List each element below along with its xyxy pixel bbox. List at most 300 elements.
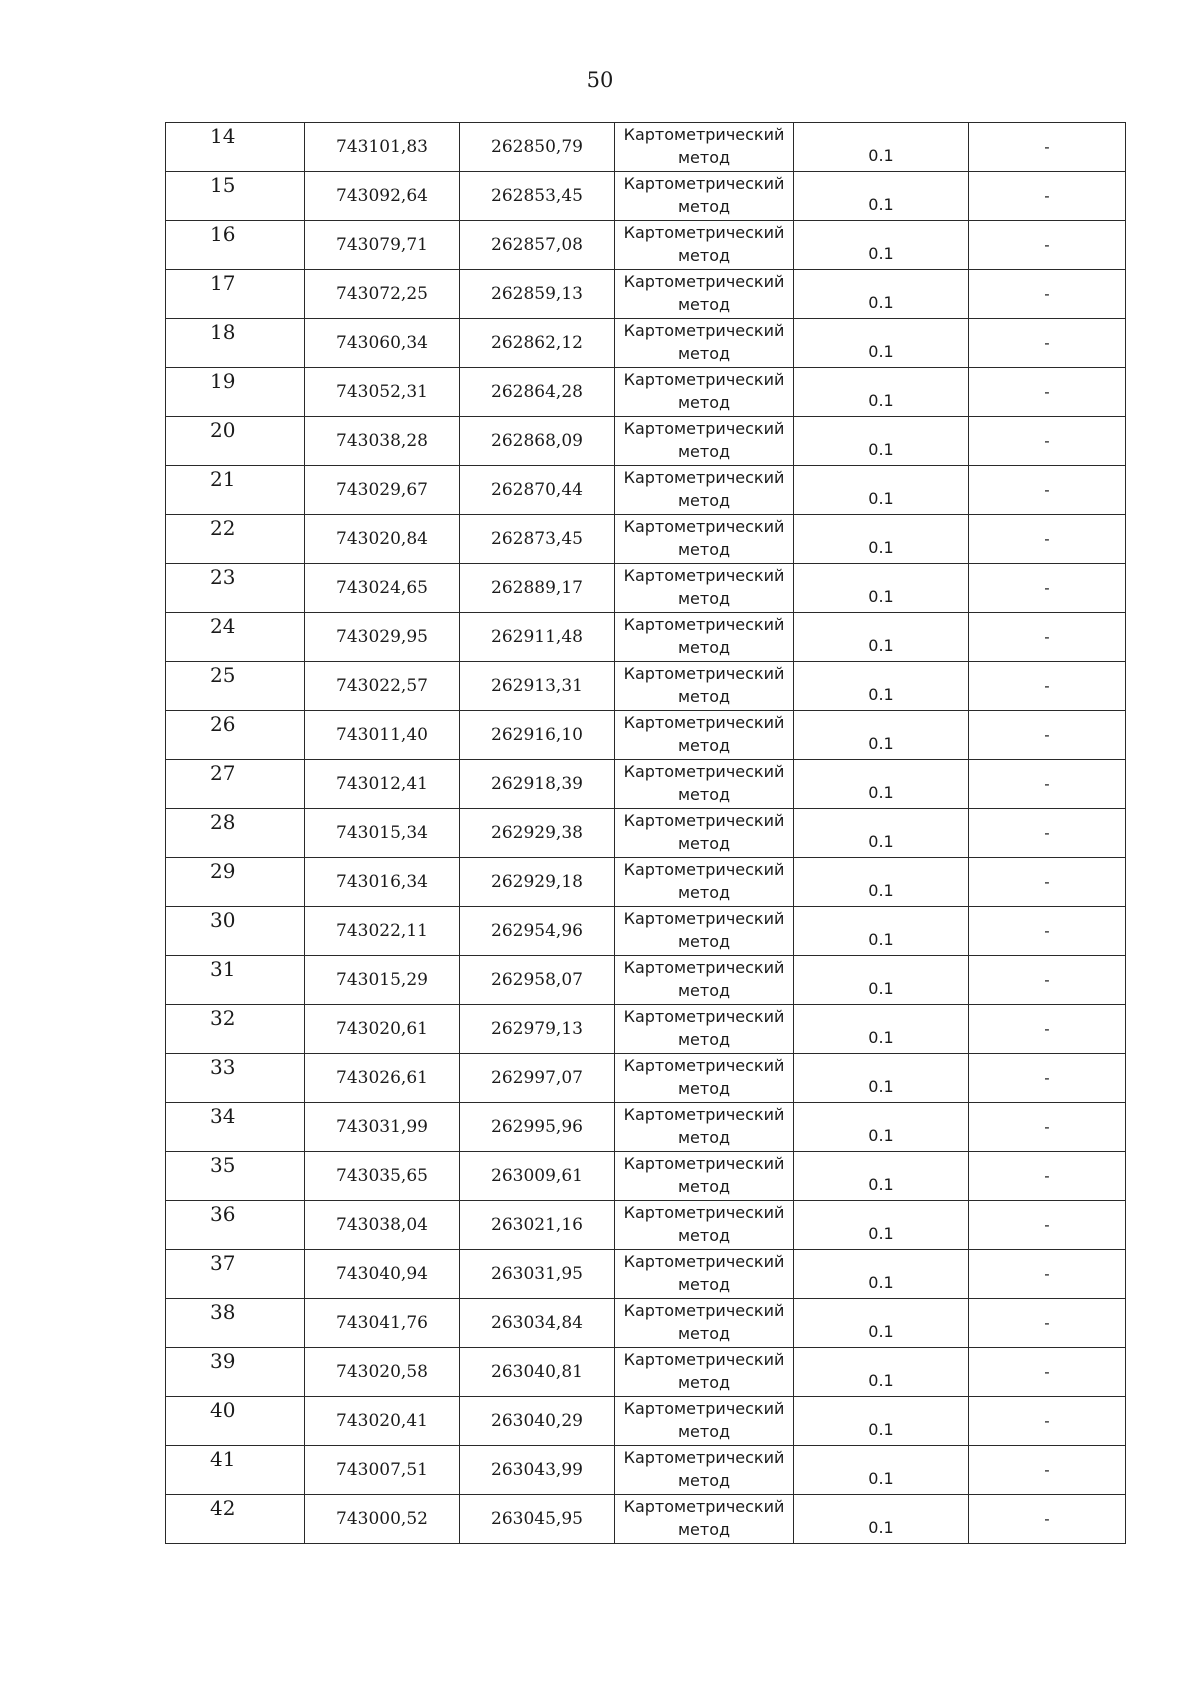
accuracy-value: 0.1 [868, 1370, 894, 1390]
y-coordinate-cell: 263045,95 [460, 1495, 615, 1544]
accuracy-value: 0.1 [868, 733, 894, 753]
point-number: 29 [210, 859, 236, 883]
y-coordinate-cell: 263031,95 [460, 1250, 615, 1299]
point-number-cell [166, 1446, 305, 1495]
table-row [166, 1250, 1126, 1299]
page-number: 50 [586, 68, 614, 92]
table-row [166, 1299, 1126, 1348]
x-coordinate-cell: 743000,52 [305, 1495, 460, 1544]
note-cell: - [969, 858, 1126, 907]
point-number-cell [166, 1299, 305, 1348]
accuracy-value: 0.1 [868, 1174, 894, 1194]
point-number-cell [166, 711, 305, 760]
point-number: 18 [210, 320, 236, 344]
table-row [166, 1348, 1126, 1397]
accuracy-value: 0.1 [868, 145, 894, 165]
point-number: 41 [210, 1447, 236, 1471]
note-cell: - [969, 1005, 1126, 1054]
method-line-2: метод [677, 1275, 731, 1294]
accuracy-cell [794, 123, 969, 172]
point-number: 25 [210, 663, 236, 687]
method-cell [615, 270, 794, 319]
method-line-2: метод [677, 1079, 731, 1098]
note-cell: - [969, 564, 1126, 613]
method-line-1: Картометрический [623, 811, 785, 830]
y-coordinate-cell: 262870,44 [460, 466, 615, 515]
point-number-cell [166, 1005, 305, 1054]
method-line-2: метод [677, 883, 731, 902]
point-number: 38 [210, 1300, 236, 1324]
method-cell [615, 564, 794, 613]
accuracy-value: 0.1 [868, 1468, 894, 1488]
point-number-cell [166, 515, 305, 564]
x-coordinate-cell: 743026,61 [305, 1054, 460, 1103]
method-line-1: Картометрический [623, 1301, 785, 1320]
point-number-cell [166, 564, 305, 613]
y-coordinate-cell: 262913,31 [460, 662, 615, 711]
method-line-1: Картометрический [623, 615, 785, 634]
accuracy-cell [794, 956, 969, 1005]
method-line-2: метод [677, 1177, 731, 1196]
accuracy-cell [794, 172, 969, 221]
accuracy-value: 0.1 [868, 684, 894, 704]
point-number: 24 [210, 614, 236, 638]
table-row [166, 1152, 1126, 1201]
note-cell: - [969, 809, 1126, 858]
x-coordinate-cell: 743024,65 [305, 564, 460, 613]
accuracy-cell [794, 1299, 969, 1348]
method-line-1: Картометрический [623, 909, 785, 928]
accuracy-cell [794, 1348, 969, 1397]
point-number: 14 [210, 124, 236, 148]
accuracy-value: 0.1 [868, 1076, 894, 1096]
x-coordinate-cell: 743041,76 [305, 1299, 460, 1348]
method-cell [615, 1103, 794, 1152]
table-row [166, 172, 1126, 221]
method-line-1: Картометрический [623, 958, 785, 977]
method-line-1: Картометрический [623, 566, 785, 585]
accuracy-cell [794, 1495, 969, 1544]
method-cell [615, 1005, 794, 1054]
method-line-1: Картометрический [623, 1007, 785, 1026]
note-cell: - [969, 711, 1126, 760]
table-row [166, 662, 1126, 711]
point-number-cell [166, 1397, 305, 1446]
point-number: 40 [210, 1398, 236, 1422]
note-cell: - [969, 613, 1126, 662]
method-cell [615, 858, 794, 907]
method-line-2: метод [677, 638, 731, 657]
method-line-2: метод [677, 687, 731, 706]
method-line-2: метод [677, 393, 731, 412]
method-line-1: Картометрический [623, 713, 785, 732]
table-row [166, 319, 1126, 368]
point-number: 17 [210, 271, 236, 295]
point-number-cell [166, 1250, 305, 1299]
point-number: 22 [210, 516, 236, 540]
point-number-cell [166, 907, 305, 956]
y-coordinate-cell: 262911,48 [460, 613, 615, 662]
y-coordinate-cell: 262868,09 [460, 417, 615, 466]
accuracy-value: 0.1 [868, 390, 894, 410]
accuracy-value: 0.1 [868, 537, 894, 557]
method-cell [615, 662, 794, 711]
y-coordinate-cell: 262979,13 [460, 1005, 615, 1054]
method-cell [615, 1348, 794, 1397]
table-row [166, 221, 1126, 270]
point-number-cell [166, 466, 305, 515]
point-number-cell [166, 858, 305, 907]
note-cell: - [969, 270, 1126, 319]
method-cell [615, 613, 794, 662]
note-cell: - [969, 1103, 1126, 1152]
x-coordinate-cell: 743015,29 [305, 956, 460, 1005]
x-coordinate-cell: 743031,99 [305, 1103, 460, 1152]
method-line-1: Картометрический [623, 1497, 785, 1516]
point-number-cell [166, 221, 305, 270]
x-coordinate-cell: 743022,11 [305, 907, 460, 956]
accuracy-cell [794, 1005, 969, 1054]
x-coordinate-cell: 743007,51 [305, 1446, 460, 1495]
accuracy-cell [794, 417, 969, 466]
point-number-cell [166, 956, 305, 1005]
point-number: 34 [210, 1104, 236, 1128]
point-number-cell [166, 1152, 305, 1201]
note-cell: - [969, 1152, 1126, 1201]
method-line-2: метод [677, 1520, 731, 1539]
point-number: 26 [210, 712, 236, 736]
method-line-1: Картометрический [623, 468, 785, 487]
x-coordinate-cell: 743092,64 [305, 172, 460, 221]
method-cell [615, 907, 794, 956]
accuracy-cell [794, 760, 969, 809]
y-coordinate-cell: 262929,38 [460, 809, 615, 858]
accuracy-value: 0.1 [868, 782, 894, 802]
note-cell: - [969, 1250, 1126, 1299]
method-line-1: Картометрический [623, 1448, 785, 1467]
point-number: 15 [210, 173, 236, 197]
method-line-1: Картометрический [623, 1203, 785, 1222]
note-cell: - [969, 956, 1126, 1005]
y-coordinate-cell: 262889,17 [460, 564, 615, 613]
table-row [166, 760, 1126, 809]
y-coordinate-cell: 262916,10 [460, 711, 615, 760]
table-row [166, 515, 1126, 564]
point-number: 36 [210, 1202, 236, 1226]
table-row [166, 809, 1126, 858]
x-coordinate-cell: 743079,71 [305, 221, 460, 270]
y-coordinate-cell: 262997,07 [460, 1054, 615, 1103]
accuracy-value: 0.1 [868, 831, 894, 851]
y-coordinate-cell: 262954,96 [460, 907, 615, 956]
method-line-1: Картометрический [623, 272, 785, 291]
x-coordinate-cell: 743052,31 [305, 368, 460, 417]
accuracy-cell [794, 1054, 969, 1103]
note-cell: - [969, 1348, 1126, 1397]
accuracy-cell [794, 319, 969, 368]
accuracy-cell [794, 466, 969, 515]
point-number-cell [166, 662, 305, 711]
accuracy-value: 0.1 [868, 880, 894, 900]
method-line-1: Картометрический [623, 125, 785, 144]
method-line-2: метод [677, 344, 731, 363]
method-line-1: Картометрический [623, 1252, 785, 1271]
table-row [166, 270, 1126, 319]
method-line-2: метод [677, 148, 731, 167]
y-coordinate-cell: 262862,12 [460, 319, 615, 368]
accuracy-value: 0.1 [868, 1272, 894, 1292]
point-number-cell [166, 123, 305, 172]
point-number-cell [166, 172, 305, 221]
method-cell [615, 711, 794, 760]
method-line-2: метод [677, 540, 731, 559]
note-cell: - [969, 662, 1126, 711]
point-number: 32 [210, 1006, 236, 1030]
point-number-cell [166, 1201, 305, 1250]
y-coordinate-cell: 262918,39 [460, 760, 615, 809]
method-line-2: метод [677, 246, 731, 265]
note-cell: - [969, 515, 1126, 564]
point-number: 31 [210, 957, 236, 981]
accuracy-cell [794, 1397, 969, 1446]
note-cell: - [969, 1299, 1126, 1348]
x-coordinate-cell: 743011,40 [305, 711, 460, 760]
method-cell [615, 1152, 794, 1201]
method-line-1: Картометрический [623, 321, 785, 340]
x-coordinate-cell: 743060,34 [305, 319, 460, 368]
x-coordinate-cell: 743020,41 [305, 1397, 460, 1446]
accuracy-cell [794, 711, 969, 760]
method-line-1: Картометрический [623, 1350, 785, 1369]
point-number: 33 [210, 1055, 236, 1079]
note-cell: - [969, 319, 1126, 368]
method-line-1: Картометрический [623, 517, 785, 536]
x-coordinate-cell: 743029,95 [305, 613, 460, 662]
accuracy-value: 0.1 [868, 341, 894, 361]
point-number: 16 [210, 222, 236, 246]
method-cell [615, 172, 794, 221]
method-line-2: метод [677, 1030, 731, 1049]
note-cell: - [969, 172, 1126, 221]
accuracy-value: 0.1 [868, 1517, 894, 1537]
method-line-2: метод [677, 295, 731, 314]
point-number: 27 [210, 761, 236, 785]
table-row [166, 1054, 1126, 1103]
table-row [166, 956, 1126, 1005]
table-row [166, 1495, 1126, 1544]
accuracy-value: 0.1 [868, 1027, 894, 1047]
point-number-cell [166, 760, 305, 809]
y-coordinate-cell: 263040,81 [460, 1348, 615, 1397]
point-number: 37 [210, 1251, 236, 1275]
y-coordinate-cell: 262864,28 [460, 368, 615, 417]
x-coordinate-cell: 743029,67 [305, 466, 460, 515]
accuracy-value: 0.1 [868, 1125, 894, 1145]
note-cell: - [969, 221, 1126, 270]
method-line-1: Картометрический [623, 370, 785, 389]
point-number-cell [166, 417, 305, 466]
method-line-1: Картометрический [623, 664, 785, 683]
x-coordinate-cell: 743020,58 [305, 1348, 460, 1397]
y-coordinate-cell: 262850,79 [460, 123, 615, 172]
method-line-1: Картометрический [623, 1056, 785, 1075]
accuracy-value: 0.1 [868, 978, 894, 998]
point-number: 42 [210, 1496, 236, 1520]
accuracy-cell [794, 1103, 969, 1152]
method-cell [615, 123, 794, 172]
method-cell [615, 319, 794, 368]
table-row [166, 907, 1126, 956]
method-cell [615, 515, 794, 564]
method-cell [615, 1397, 794, 1446]
method-line-2: метод [677, 442, 731, 461]
table-body [166, 123, 1126, 1544]
accuracy-cell [794, 662, 969, 711]
method-cell [615, 417, 794, 466]
note-cell: - [969, 907, 1126, 956]
point-number: 19 [210, 369, 236, 393]
x-coordinate-cell: 743020,61 [305, 1005, 460, 1054]
y-coordinate-cell: 263009,61 [460, 1152, 615, 1201]
accuracy-cell [794, 809, 969, 858]
accuracy-value: 0.1 [868, 586, 894, 606]
y-coordinate-cell: 262929,18 [460, 858, 615, 907]
accuracy-value: 0.1 [868, 243, 894, 263]
accuracy-value: 0.1 [868, 635, 894, 655]
accuracy-cell [794, 270, 969, 319]
x-coordinate-cell: 743101,83 [305, 123, 460, 172]
x-coordinate-cell: 743016,34 [305, 858, 460, 907]
accuracy-value: 0.1 [868, 488, 894, 508]
method-cell [615, 1299, 794, 1348]
table-row [166, 1397, 1126, 1446]
table-row [166, 417, 1126, 466]
table-row [166, 564, 1126, 613]
note-cell: - [969, 1397, 1126, 1446]
table-row [166, 1103, 1126, 1152]
accuracy-cell [794, 1446, 969, 1495]
note-cell: - [969, 123, 1126, 172]
y-coordinate-cell: 263034,84 [460, 1299, 615, 1348]
table-row [166, 1201, 1126, 1250]
accuracy-cell [794, 613, 969, 662]
y-coordinate-cell: 262859,13 [460, 270, 615, 319]
accuracy-cell [794, 1250, 969, 1299]
y-coordinate-cell: 263021,16 [460, 1201, 615, 1250]
method-cell [615, 1201, 794, 1250]
method-cell [615, 760, 794, 809]
method-line-2: метод [677, 785, 731, 804]
method-cell [615, 466, 794, 515]
accuracy-value: 0.1 [868, 929, 894, 949]
accuracy-cell [794, 368, 969, 417]
coordinates-table [165, 122, 1126, 1544]
accuracy-cell [794, 515, 969, 564]
method-line-2: метод [677, 197, 731, 216]
note-cell: - [969, 1495, 1126, 1544]
method-cell [615, 956, 794, 1005]
note-cell: - [969, 466, 1126, 515]
x-coordinate-cell: 743072,25 [305, 270, 460, 319]
point-number: 21 [210, 467, 236, 491]
note-cell: - [969, 368, 1126, 417]
note-cell: - [969, 1446, 1126, 1495]
accuracy-value: 0.1 [868, 292, 894, 312]
accuracy-value: 0.1 [868, 1419, 894, 1439]
point-number-cell [166, 270, 305, 319]
accuracy-value: 0.1 [868, 194, 894, 214]
x-coordinate-cell: 743035,65 [305, 1152, 460, 1201]
accuracy-cell [794, 564, 969, 613]
point-number-cell [166, 1054, 305, 1103]
method-line-2: метод [677, 1373, 731, 1392]
accuracy-cell [794, 858, 969, 907]
point-number-cell [166, 809, 305, 858]
point-number-cell [166, 1103, 305, 1152]
method-line-2: метод [677, 1422, 731, 1441]
y-coordinate-cell: 263040,29 [460, 1397, 615, 1446]
x-coordinate-cell: 743020,84 [305, 515, 460, 564]
note-cell: - [969, 1054, 1126, 1103]
method-line-2: метод [677, 1128, 731, 1147]
method-cell [615, 368, 794, 417]
x-coordinate-cell: 743022,57 [305, 662, 460, 711]
x-coordinate-cell: 743040,94 [305, 1250, 460, 1299]
point-number-cell [166, 368, 305, 417]
method-line-2: метод [677, 834, 731, 853]
accuracy-cell [794, 1152, 969, 1201]
accuracy-cell [794, 907, 969, 956]
point-number: 39 [210, 1349, 236, 1373]
table-row [166, 123, 1126, 172]
x-coordinate-cell: 743038,28 [305, 417, 460, 466]
table-row [166, 466, 1126, 515]
point-number-cell [166, 1495, 305, 1544]
y-coordinate-cell: 262853,45 [460, 172, 615, 221]
method-line-1: Картометрический [623, 1154, 785, 1173]
x-coordinate-cell: 743015,34 [305, 809, 460, 858]
method-cell [615, 1495, 794, 1544]
point-number-cell [166, 613, 305, 662]
accuracy-value: 0.1 [868, 1321, 894, 1341]
table-row [166, 1446, 1126, 1495]
method-line-1: Картометрический [623, 762, 785, 781]
accuracy-cell [794, 221, 969, 270]
table-row [166, 711, 1126, 760]
y-coordinate-cell: 262995,96 [460, 1103, 615, 1152]
method-line-1: Картометрический [623, 860, 785, 879]
point-number: 20 [210, 418, 236, 442]
method-line-2: метод [677, 932, 731, 951]
x-coordinate-cell: 743012,41 [305, 760, 460, 809]
method-cell [615, 1054, 794, 1103]
point-number: 30 [210, 908, 236, 932]
method-line-1: Картометрический [623, 174, 785, 193]
method-line-2: метод [677, 981, 731, 1000]
point-number: 35 [210, 1153, 236, 1177]
point-number-cell [166, 1348, 305, 1397]
method-line-2: метод [677, 736, 731, 755]
method-line-2: метод [677, 1324, 731, 1343]
note-cell: - [969, 417, 1126, 466]
method-cell [615, 1446, 794, 1495]
point-number: 23 [210, 565, 236, 589]
method-line-1: Картометрический [623, 1399, 785, 1418]
accuracy-cell [794, 1201, 969, 1250]
method-cell [615, 809, 794, 858]
y-coordinate-cell: 262873,45 [460, 515, 615, 564]
x-coordinate-cell: 743038,04 [305, 1201, 460, 1250]
